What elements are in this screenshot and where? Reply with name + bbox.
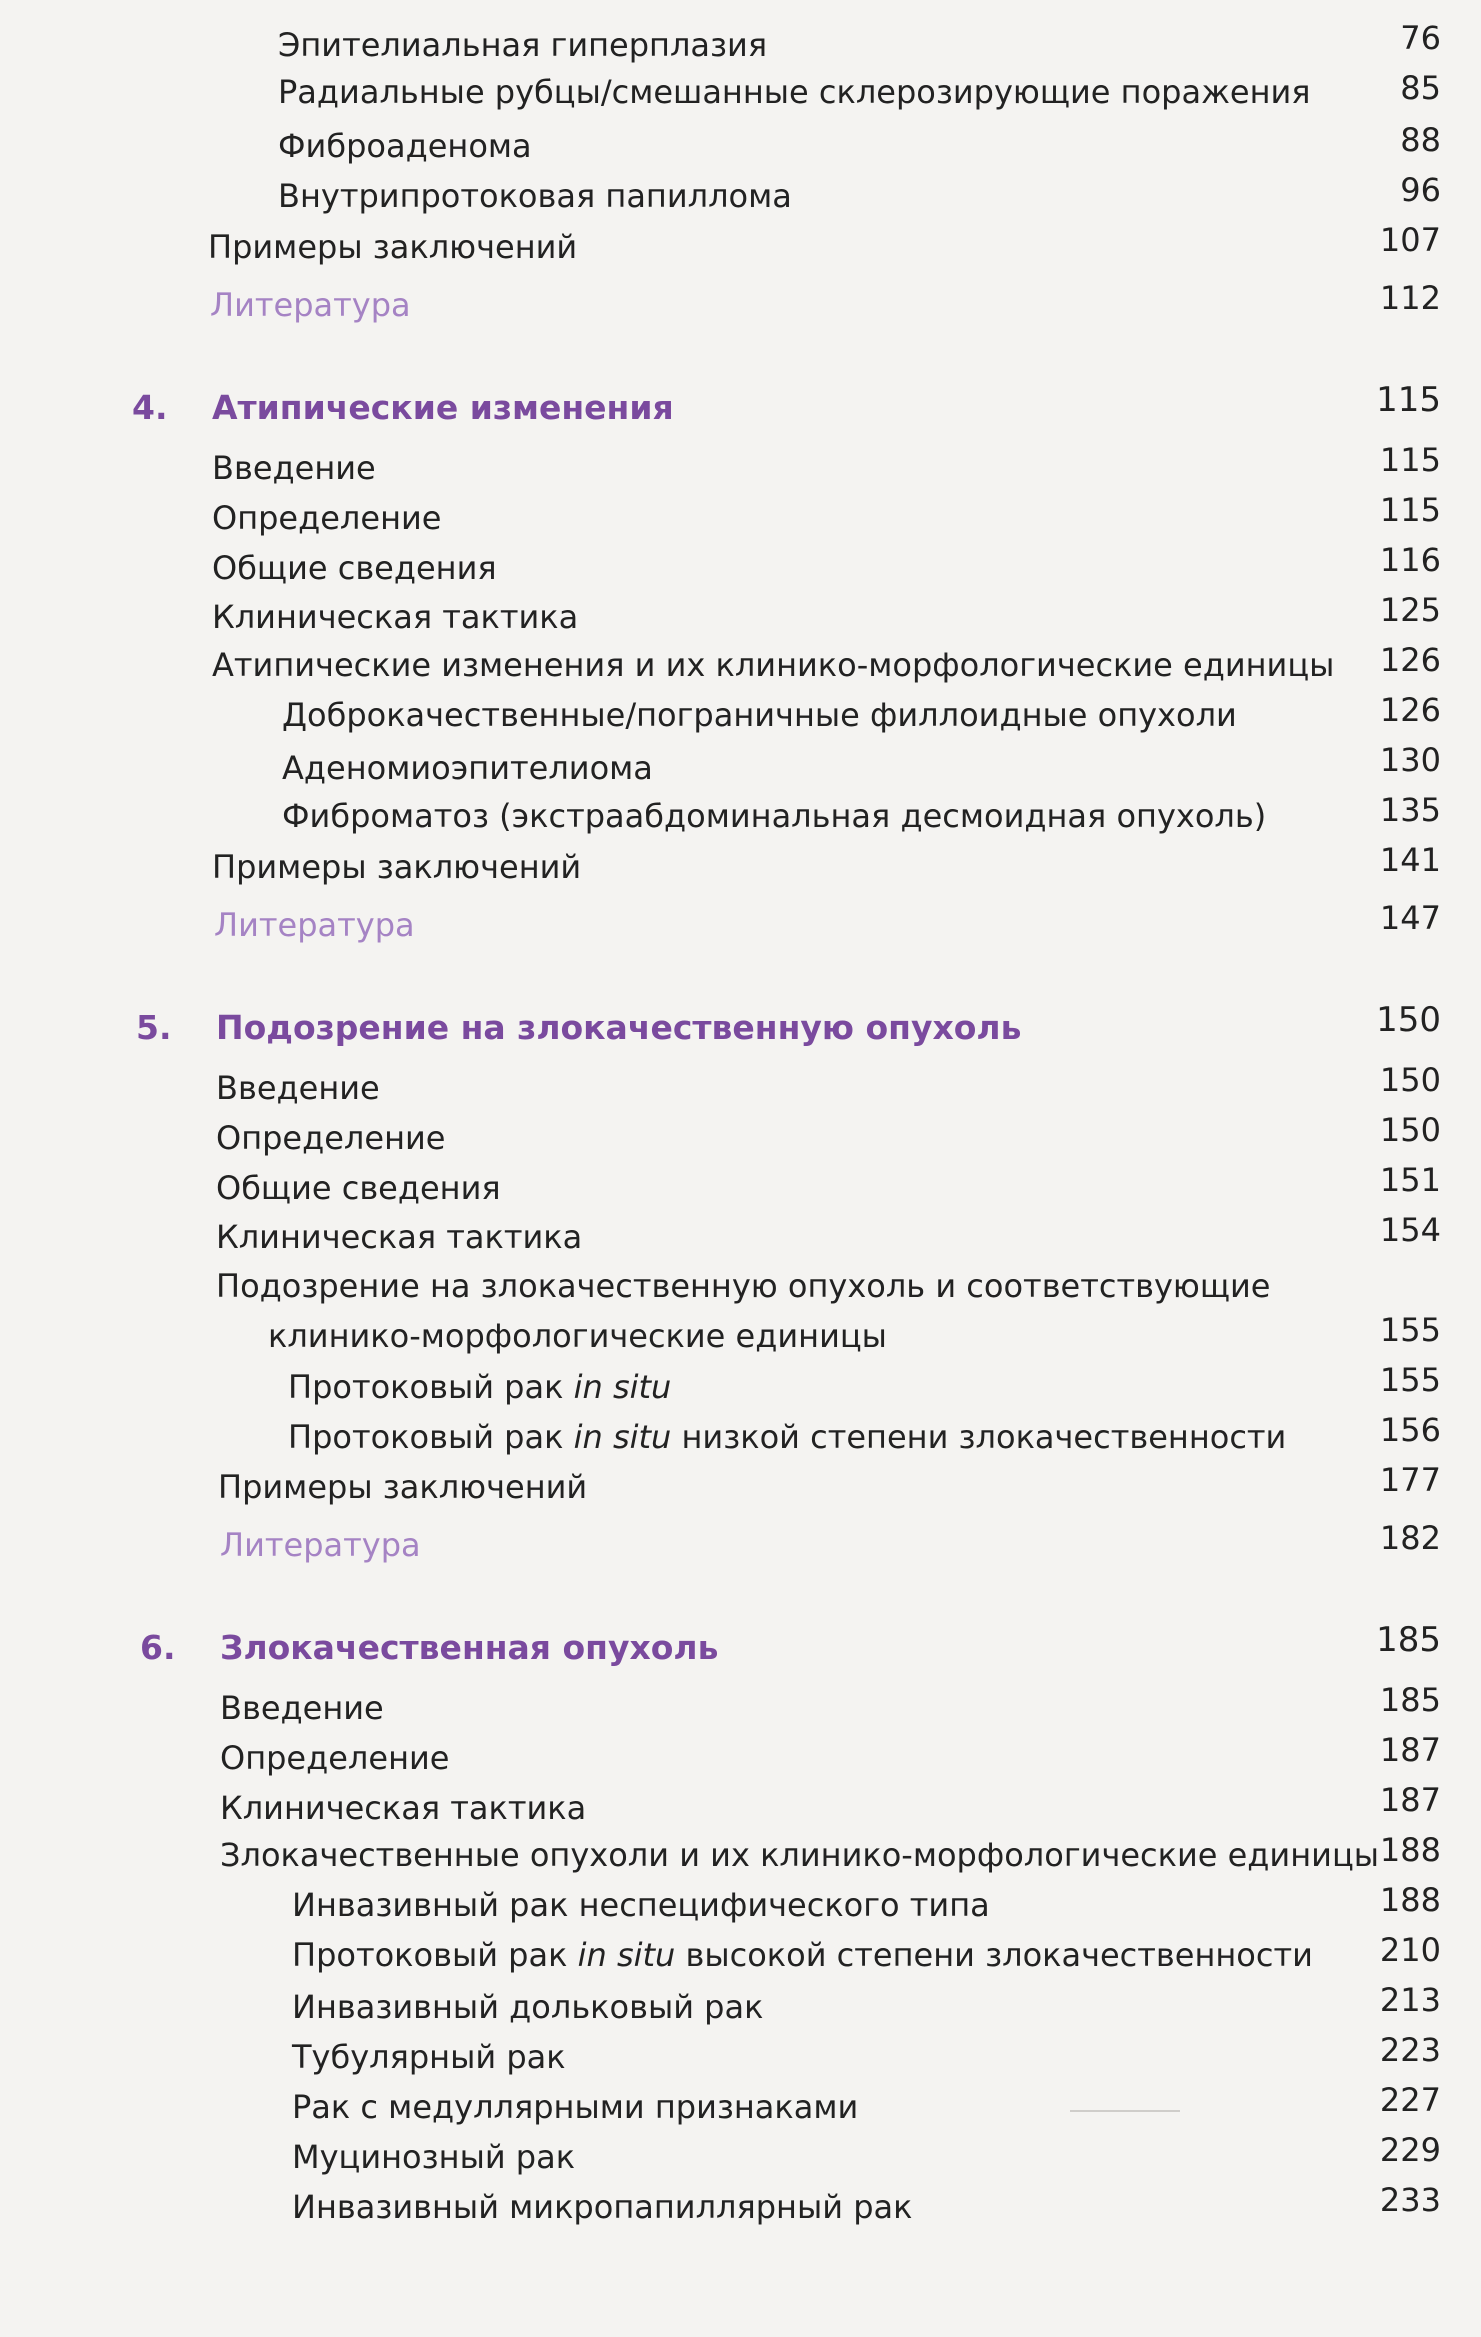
toc-entry-title: Примеры заключений [218, 1468, 588, 1506]
toc-entry-title: Инвазивный дольковый рак [292, 1988, 764, 2026]
toc-entry-title: Определение [216, 1119, 446, 1157]
toc-entry-page: 187 [1379, 1731, 1441, 1769]
toc-entry-page: 125 [1379, 591, 1441, 629]
toc-entry-page: 188 [1379, 1831, 1441, 1869]
toc-entry-title: Протоковый рак in situ низкой степени злокачественности [288, 1418, 1287, 1456]
toc-chapter-heading[interactable] [136, 1006, 1186, 1050]
toc-entry-page: 116 [1379, 541, 1441, 579]
toc-entry[interactable] [212, 845, 1012, 889]
toc-entry-literature[interactable] [210, 283, 1010, 327]
toc-entry[interactable] [288, 1415, 1338, 1459]
toc-entry[interactable] [278, 23, 1441, 67]
toc-entry[interactable] [282, 746, 1082, 790]
toc-entry-page: 155 [1379, 1311, 1441, 1349]
toc-entry[interactable] [220, 1833, 1379, 1877]
toc-entry-title: Инвазивный микропапиллярный рак [292, 2188, 913, 2226]
toc-entry[interactable] [216, 1264, 1316, 1308]
toc-entry[interactable] [218, 1465, 1018, 1509]
chapter-number: 4. [132, 388, 168, 427]
toc-entry-title: Инвазивный рак неспецифического типа [292, 1886, 990, 1924]
toc-entry-title: Клиническая тактика [216, 1218, 583, 1256]
toc-entry[interactable] [220, 1686, 1020, 1730]
toc-entry-title: Литература [220, 1526, 421, 1564]
chapter-title: Атипические изменения [212, 388, 674, 427]
toc-entry[interactable] [212, 546, 1012, 590]
toc-chapter-heading[interactable] [132, 386, 1132, 430]
toc-entry-title: Фиброматоз (экстраабдоминальная десмоидная опухоль) [282, 797, 1267, 835]
toc-entry[interactable] [288, 1365, 1088, 1409]
toc-entry-title: Введение [216, 1069, 380, 1107]
toc-entry-title: Рак с медуллярными признаками [292, 2088, 859, 2126]
toc-entry-title: Муцинозный рак [292, 2138, 576, 2176]
toc-entry[interactable] [292, 1985, 1092, 2029]
chapter-number: 6. [140, 1628, 176, 1667]
toc-entry[interactable] [216, 1066, 1016, 1110]
toc-entry[interactable] [282, 693, 1302, 737]
toc-entry-page: 150 [1379, 1111, 1441, 1149]
toc-entry-page: 155 [1379, 1361, 1441, 1399]
toc-entry-page: 147 [1379, 899, 1441, 937]
toc-entry-page: 85 [1400, 69, 1441, 107]
toc-entry[interactable] [212, 496, 1012, 540]
toc-entry-page: 188 [1379, 1881, 1441, 1919]
toc-entry-title: Общие сведения [212, 549, 497, 587]
toc-entry-page: 112 [1379, 279, 1441, 317]
toc-entry[interactable] [292, 2185, 1192, 2229]
toc-entry[interactable] [282, 794, 1282, 838]
toc-entry[interactable] [292, 2085, 1092, 2129]
toc-entry-title: Введение [220, 1689, 384, 1727]
toc-entry-title: Аденомиоэпителиома [282, 749, 653, 787]
toc-chapter-heading[interactable] [140, 1626, 1140, 1670]
toc-entry-page: 107 [1379, 221, 1441, 259]
toc-entry[interactable] [212, 595, 1012, 639]
toc-entry-page: 227 [1379, 2081, 1441, 2119]
toc-entry-title: Протоковый рак in situ высокой степени злокачественности [292, 1936, 1313, 1974]
toc-entry[interactable] [212, 446, 1012, 490]
toc-entry-title: Фиброаденома [278, 127, 532, 165]
toc-entry-literature[interactable] [220, 1523, 1020, 1567]
toc-entry-title: Литература [214, 906, 415, 944]
chapter-number: 5. [136, 1008, 172, 1047]
toc-entry[interactable] [216, 1116, 1016, 1160]
toc-entry-title: Внутрипротоковая папиллома [278, 177, 792, 215]
toc-entry[interactable] [278, 124, 1078, 168]
toc-entry-title: Подозрение на злокачественную опухоль и соответствующие [216, 1267, 1271, 1305]
toc-entry-title: Тубулярный рак [292, 2038, 566, 2076]
toc-entry-title: Клиническая тактика [212, 598, 579, 636]
chapter-title: Подозрение на злокачественную опухоль [216, 1008, 1022, 1047]
toc-chapter-page: 115 [1376, 380, 1441, 420]
toc-entry[interactable] [292, 1933, 1342, 1977]
toc-entry-title: Общие сведения [216, 1169, 501, 1207]
toc-entry-title: Злокачественные опухоли и их клинико-морфологические единицы [220, 1836, 1379, 1874]
toc-entry-title: Атипические изменения и их клинико-морфологические единицы [212, 646, 1335, 684]
toc-entry-page: 135 [1379, 791, 1441, 829]
toc-entry-title: Литература [210, 286, 411, 324]
toc-entry-page: 88 [1400, 121, 1441, 159]
toc-entry[interactable] [208, 225, 1008, 269]
toc-entry[interactable] [278, 174, 1078, 218]
toc-chapter-page: 150 [1376, 1000, 1441, 1040]
toc-entry-page: 185 [1379, 1681, 1441, 1719]
toc-entry-literature[interactable] [214, 903, 1014, 947]
toc-entry[interactable] [216, 1166, 1016, 1210]
toc-entry-title: Определение [212, 499, 442, 537]
toc-entry-page: 141 [1379, 841, 1441, 879]
toc-entry-page: 182 [1379, 1519, 1441, 1557]
toc-entry[interactable] [220, 1786, 1020, 1830]
toc-entry-page: 150 [1379, 1061, 1441, 1099]
toc-entry-page: 154 [1379, 1211, 1441, 1249]
toc-entry[interactable] [292, 1883, 1192, 1927]
toc-entry[interactable] [292, 2135, 1092, 2179]
toc-entry[interactable] [292, 2035, 1092, 2079]
toc-entry[interactable] [220, 1736, 1020, 1780]
toc-entry-page: 130 [1379, 741, 1441, 779]
toc-entry-title: Радиальные рубцы/смешанные склерозирующие поражения [278, 73, 1311, 111]
toc-entry-title: Примеры заключений [208, 228, 578, 266]
toc-entry-page: 233 [1379, 2181, 1441, 2219]
toc-entry-page: 151 [1379, 1161, 1441, 1199]
toc-entry-page: 115 [1379, 491, 1441, 529]
toc-entry-title: клинико-морфологические единицы [268, 1317, 887, 1355]
chapter-title: Злокачественная опухоль [220, 1628, 719, 1667]
toc-entry-page: 223 [1379, 2031, 1441, 2069]
toc-entry[interactable] [212, 643, 1352, 687]
toc-entry-title: Эпителиальная гиперплазия [278, 26, 768, 64]
toc-entry-page: 229 [1379, 2131, 1441, 2169]
toc-entry[interactable] [278, 70, 1378, 114]
toc-entry-title: Клиническая тактика [220, 1789, 587, 1827]
toc-entry[interactable] [216, 1215, 1016, 1259]
toc-entry-page: 96 [1400, 171, 1441, 209]
toc-entry-page: 156 [1379, 1411, 1441, 1449]
toc-entry-page: 210 [1379, 1931, 1441, 1969]
toc-entry-page: 76 [1400, 19, 1441, 57]
toc-entry-title: Примеры заключений [212, 848, 582, 886]
toc-entry-page: 126 [1379, 641, 1441, 679]
toc-entry-page: 177 [1379, 1461, 1441, 1499]
toc-entry-page: 126 [1379, 691, 1441, 729]
toc-entry-page: 187 [1379, 1781, 1441, 1819]
toc-entry-continuation[interactable] [268, 1314, 1168, 1358]
toc-entry-page: 213 [1379, 1981, 1441, 2019]
toc-entry-title: Доброкачественные/пограничные филлоидные опухоли [282, 696, 1237, 734]
toc-entry-title: Протоковый рак in situ [288, 1368, 672, 1406]
toc-entry-page: 115 [1379, 441, 1441, 479]
toc-chapter-page: 185 [1376, 1620, 1441, 1660]
toc-entry-title: Введение [212, 449, 376, 487]
toc-entry-title: Определение [220, 1739, 450, 1777]
